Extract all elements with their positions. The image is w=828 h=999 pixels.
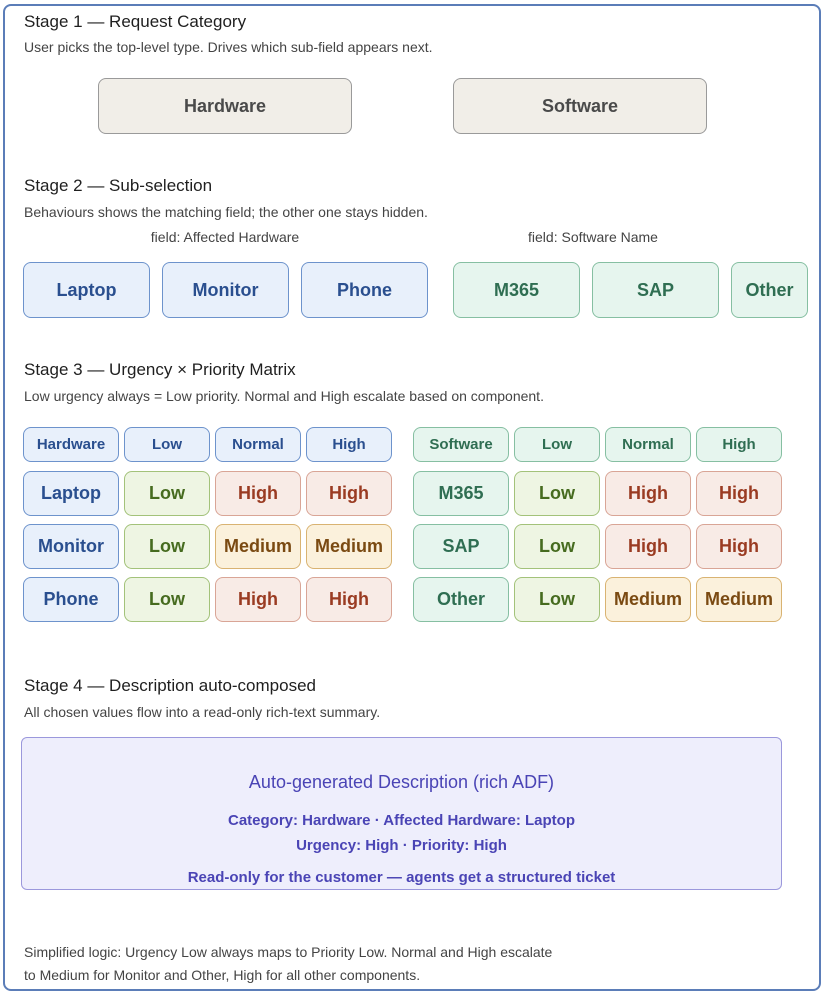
description-line-category: Category: Hardware · Affected Hardware: Laptop bbox=[227, 812, 575, 829]
sw-matrix-cell: Medium bbox=[605, 577, 691, 622]
stage3-subtitle: Low urgency always = Low priority. Normal and High escalate based on component. bbox=[24, 388, 544, 404]
hardware-field-label: field: Affected Hardware bbox=[150, 229, 300, 245]
sw-matrix-cell: High bbox=[605, 524, 691, 569]
hw-matrix-cell: Medium bbox=[306, 524, 392, 569]
sw-matrix-header-low: Low bbox=[514, 427, 600, 462]
software-option-sap[interactable]: SAP bbox=[592, 262, 719, 318]
software-field-label: field: Software Name bbox=[528, 229, 658, 245]
footer-note-line-1: Simplified logic: Urgency Low always maps to Priority Low. Normal and High escalate bbox=[24, 944, 553, 960]
description-title: Auto-generated Description (rich ADF) bbox=[248, 772, 555, 792]
stage1-subtitle: User picks the top-level type. Drives which sub-field appears next. bbox=[24, 39, 433, 55]
stage2-subtitle: Behaviours shows the matching field; the other one stays hidden. bbox=[24, 204, 428, 220]
hardware-option-monitor[interactable]: Monitor bbox=[162, 262, 289, 318]
stage4-title: Stage 4 — Description auto-composed bbox=[24, 676, 316, 695]
software-option-other[interactable]: Other bbox=[731, 262, 808, 318]
hw-matrix-header-high: High bbox=[306, 427, 392, 462]
software-option-m365[interactable]: M365 bbox=[453, 262, 580, 318]
stage1-title: Stage 1 — Request Category bbox=[24, 12, 247, 31]
hw-matrix-row-label: Laptop bbox=[23, 471, 119, 516]
sw-matrix-header-normal: Normal bbox=[605, 427, 691, 462]
stage4-subtitle: All chosen values flow into a read-only rich-text summary. bbox=[24, 704, 381, 720]
hw-matrix-cell: Low bbox=[124, 524, 210, 569]
footer-note-line-2: to Medium for Monitor and Other, High for all other components. bbox=[24, 967, 421, 983]
category-option-software[interactable]: Software bbox=[453, 78, 707, 134]
sw-matrix-row-label: SAP bbox=[413, 524, 509, 569]
hardware-option-laptop[interactable]: Laptop bbox=[23, 262, 150, 318]
sw-matrix-cell: High bbox=[696, 471, 782, 516]
sw-matrix-cell: High bbox=[696, 524, 782, 569]
sw-matrix-header-high: High bbox=[696, 427, 782, 462]
sw-matrix-row-label: Other bbox=[413, 577, 509, 622]
sw-matrix-cell: Low bbox=[514, 524, 600, 569]
hw-matrix-cell: Low bbox=[124, 471, 210, 516]
sw-matrix-cell: High bbox=[605, 471, 691, 516]
category-option-hardware[interactable]: Hardware bbox=[98, 78, 352, 134]
description-line-readonly: Read-only for the customer — agents get a structured ticket bbox=[187, 869, 616, 886]
hw-matrix-header-component: Hardware bbox=[23, 427, 119, 462]
hw-matrix-cell: High bbox=[306, 577, 392, 622]
hw-matrix-header-low: Low bbox=[124, 427, 210, 462]
description-line-urgency: Urgency: High · Priority: High bbox=[296, 837, 507, 854]
description-summary-box bbox=[21, 737, 782, 890]
hw-matrix-row-label: Phone bbox=[23, 577, 119, 622]
hw-matrix-cell: Medium bbox=[215, 524, 301, 569]
hw-matrix-cell: High bbox=[215, 471, 301, 516]
hw-matrix-header-normal: Normal bbox=[215, 427, 301, 462]
hw-matrix-cell: Low bbox=[124, 577, 210, 622]
hw-matrix-cell: High bbox=[215, 577, 301, 622]
hw-matrix-cell: High bbox=[306, 471, 392, 516]
stage2-title: Stage 2 — Sub-selection bbox=[24, 176, 213, 195]
stage3-title: Stage 3 — Urgency × Priority Matrix bbox=[24, 360, 296, 379]
sw-matrix-header-component: Software bbox=[413, 427, 509, 462]
sw-matrix-cell: Medium bbox=[696, 577, 782, 622]
hw-matrix-row-label: Monitor bbox=[23, 524, 119, 569]
sw-matrix-row-label: M365 bbox=[413, 471, 509, 516]
sw-matrix-cell: Low bbox=[514, 577, 600, 622]
hardware-option-phone[interactable]: Phone bbox=[301, 262, 428, 318]
sw-matrix-cell: Low bbox=[514, 471, 600, 516]
